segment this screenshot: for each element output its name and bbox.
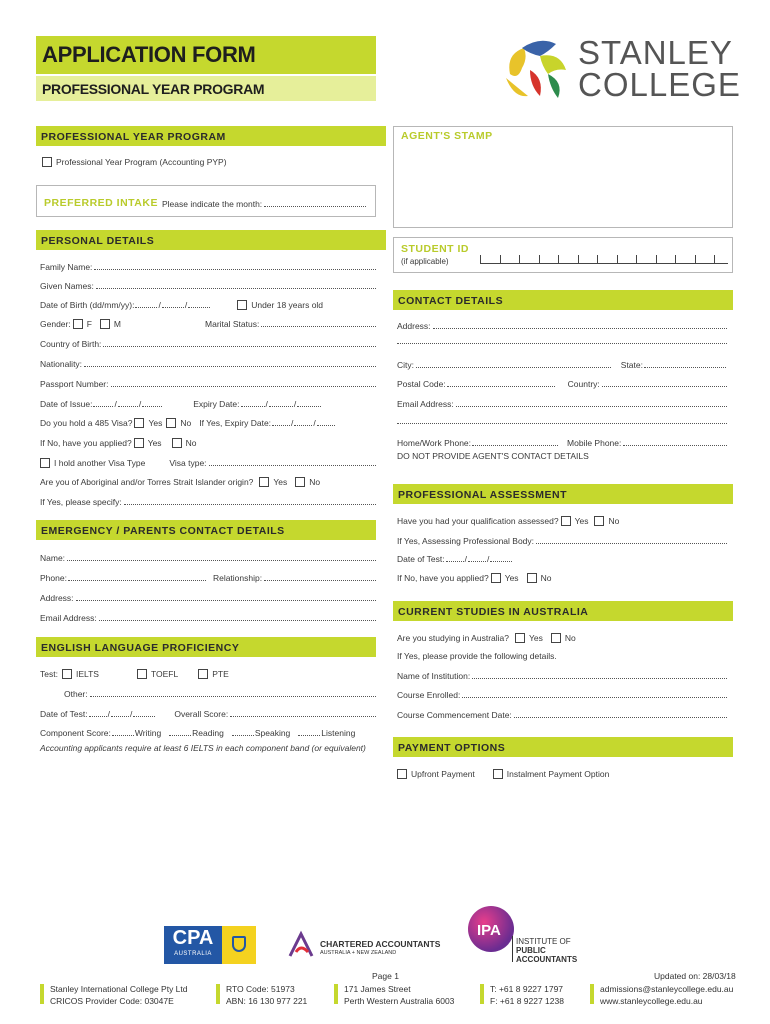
studies-no-label: No — [564, 633, 576, 643]
emergency-email-field[interactable] — [99, 620, 376, 621]
gender-m-label: M — [113, 319, 122, 329]
contact-address-field-2[interactable] — [397, 343, 727, 344]
issue-month-field[interactable] — [118, 406, 138, 407]
marital-label: Marital Status: — [205, 319, 260, 329]
student-id-digit-tick — [617, 255, 618, 264]
emergency-address-field[interactable] — [76, 600, 376, 601]
institution-label: Name of Institution: — [397, 671, 471, 681]
country-label: Country: — [567, 379, 600, 389]
student-id-digit-tick — [500, 255, 501, 264]
listening-field[interactable] — [298, 735, 320, 736]
student-id-digit-tick — [539, 255, 540, 264]
student-id-digit-tick — [675, 255, 676, 264]
studies-no-checkbox[interactable] — [551, 633, 561, 643]
under18-label: Under 18 years old — [251, 300, 324, 310]
ipa-divider — [512, 936, 513, 962]
given-names-field[interactable] — [96, 288, 376, 289]
gender-f-checkbox[interactable] — [73, 319, 83, 329]
date-issue-label: Date of Issue: — [40, 399, 93, 409]
reading-field[interactable] — [169, 735, 191, 736]
footer-bar-3 — [334, 984, 338, 1004]
passport-row — [40, 376, 376, 389]
issue-year-field[interactable] — [142, 406, 162, 407]
program-heading: PROFESSIONAL YEAR PROGRAM — [36, 126, 386, 146]
mobile-field[interactable] — [623, 445, 727, 446]
state-field[interactable] — [644, 367, 726, 368]
writing-field[interactable] — [112, 735, 134, 736]
english-month-field[interactable] — [111, 716, 129, 717]
english-date-label: Date of Test: — [40, 709, 88, 719]
passport-field[interactable] — [111, 386, 377, 387]
given-names-label: Given Names: — [40, 281, 94, 291]
mobile-label: Mobile Phone: — [567, 438, 622, 448]
speaking-field[interactable] — [232, 735, 254, 736]
aboriginal-label: Are you of Aboriginal and/or Torres Strait Islander origin? — [40, 477, 254, 487]
assessment-applied-no-label: No — [540, 573, 552, 583]
relationship-label: Relationship: — [212, 573, 263, 583]
instalment-label: Instalment Payment Option — [506, 769, 610, 779]
english-test-label: Test: — [40, 669, 58, 679]
nationality-field[interactable] — [84, 366, 376, 367]
course-label: Course Enrolled: — [397, 690, 461, 700]
dob-row: Date of Birth (dd/mm/yy): / / Under 18 years old — [40, 300, 324, 310]
marital-field[interactable] — [261, 326, 376, 327]
footer-email[interactable]: admissions@stanleycollege.edu.au — [600, 984, 734, 994]
course-field[interactable] — [462, 697, 727, 698]
specify-label: If Yes, please specify: — [40, 497, 122, 507]
issue-row: Date of Issue: / / Expiry Date: / / — [40, 396, 376, 409]
other-visa-label: I hold another Visa Type — [54, 458, 146, 468]
studies-yes-label: Yes — [528, 633, 543, 643]
contact-email-field-2[interactable] — [397, 423, 727, 424]
footer-bar-2 — [216, 984, 220, 1004]
assessment-yes-label: Yes — [574, 516, 589, 526]
assessment-yes-checkbox[interactable] — [561, 516, 571, 526]
issue-day-field[interactable] — [93, 406, 113, 407]
assessment-date-label: Date of Test: — [397, 554, 445, 564]
contact-address-field[interactable] — [433, 328, 727, 329]
relationship-field[interactable] — [264, 580, 376, 581]
student-id-digit-tick — [558, 255, 559, 264]
country-birth-field[interactable] — [103, 346, 376, 347]
writing-label: Writing — [134, 728, 162, 738]
contact-email-field[interactable] — [456, 406, 727, 407]
form-subtitle: PROFESSIONAL YEAR PROGRAM — [42, 81, 265, 97]
student-id-heading: STUDENT ID — [401, 243, 469, 255]
dob-day-field[interactable] — [135, 307, 157, 308]
country-field[interactable] — [602, 386, 727, 387]
footer-college: Stanley International College Pty Ltd — [50, 984, 188, 994]
assessment-applied-no-checkbox[interactable] — [527, 573, 537, 583]
footer-bar-5 — [590, 984, 594, 1004]
emergency-address-row — [40, 590, 376, 603]
instalment-checkbox[interactable] — [493, 769, 503, 779]
emergency-name-field[interactable] — [67, 560, 376, 561]
family-name-row — [40, 259, 376, 272]
cpa-crest-icon — [222, 926, 256, 964]
visa-applied-no-checkbox[interactable] — [172, 438, 182, 448]
intake-month-field[interactable] — [264, 206, 366, 207]
emergency-email-row — [40, 610, 376, 623]
commencement-label: Course Commencement Date: — [397, 710, 512, 720]
footer-abn: ABN: 16 130 977 221 — [226, 996, 308, 1006]
footer-bar-1 — [40, 984, 44, 1004]
visa485-yes-label: Yes — [148, 418, 163, 428]
emergency-email-label: Email Address: — [40, 613, 97, 623]
ielts-label: IELTS — [75, 669, 99, 679]
assessment-applied-yes-label: Yes — [504, 573, 519, 583]
component-label: Component Score: — [40, 728, 111, 738]
emergency-address-label: Address: — [40, 593, 74, 603]
assessment-body-field[interactable] — [536, 543, 727, 544]
footer-rto: RTO Code: 51973 — [226, 984, 295, 994]
ipa-logo-text: IPA — [477, 922, 501, 939]
student-id-digit-tick — [578, 255, 579, 264]
student-id-digit-tick — [519, 255, 520, 264]
upfront-label: Upfront Payment — [411, 769, 475, 779]
commencement-row — [397, 707, 727, 720]
expiry-day-field[interactable] — [241, 406, 265, 407]
student-id-field[interactable] — [480, 251, 728, 265]
agent-stamp-heading: AGENT'S STAMP — [401, 130, 493, 142]
assessment-date-row: Date of Test: / / — [397, 551, 727, 564]
assessment-question-label: Have you had your qualification assessed? — [397, 516, 559, 526]
component-row — [40, 725, 376, 738]
gender-f-label: F — [86, 319, 92, 329]
english-other-row — [64, 686, 376, 699]
visa485-no-label: No — [180, 418, 192, 428]
footer-fax: F: +61 8 9227 1238 — [490, 996, 564, 1006]
payment-row — [395, 766, 725, 779]
footer-city: Perth Western Australia 6003 — [344, 996, 455, 1006]
chartered-accountants-logo-icon — [286, 930, 316, 960]
updated-date: Updated on: 28/03/18 — [654, 971, 736, 981]
english-note: Accounting applicants require at least 6 IELTS in each component band (or equivalent) — [40, 743, 366, 753]
student-id-digit-tick — [636, 255, 637, 264]
gender-m-checkbox[interactable] — [100, 319, 110, 329]
gender-row — [40, 316, 376, 329]
visa-applied-no-label: No — [185, 438, 197, 448]
visa-applied-yes-label: Yes — [147, 438, 162, 448]
form-title: APPLICATION FORM — [42, 42, 256, 67]
studies-yes-checkbox[interactable] — [515, 633, 525, 643]
visa485-label: Do you hold a 485 Visa? — [40, 418, 133, 428]
postal-row — [397, 376, 727, 389]
institution-field[interactable] — [472, 678, 727, 679]
expiry-label: Expiry Date: — [193, 399, 240, 409]
given-names-row — [40, 278, 376, 291]
ipa-line-1: INSTITUTE OF — [516, 937, 571, 946]
postal-label: Postal Code: — [397, 379, 446, 389]
ipa-line-2: PUBLIC — [516, 946, 546, 955]
student-id-digit-tick — [714, 255, 715, 264]
footer-street: 171 James Street — [344, 984, 411, 994]
cpa-logo-text: CPA — [172, 927, 214, 949]
pte-label: PTE — [212, 669, 229, 679]
speaking-label: Speaking — [254, 728, 291, 738]
contact-address-row — [397, 318, 727, 331]
passport-label: Passport Number: — [40, 379, 109, 389]
english-other-label: Other: — [64, 689, 88, 699]
country-birth-label: Country of Birth: — [40, 339, 102, 349]
under18-checkbox[interactable] — [237, 300, 247, 310]
family-name-field[interactable] — [94, 269, 376, 270]
nationality-row — [40, 356, 376, 369]
contact-address-label: Address: — [397, 321, 431, 331]
emergency-name-row — [40, 550, 376, 563]
visa-expiry-day[interactable] — [272, 425, 290, 426]
commencement-field[interactable] — [514, 717, 727, 718]
studies-heading: CURRENT STUDIES IN AUSTRALIA — [393, 601, 733, 621]
page-number: Page 1 — [372, 971, 399, 981]
dob-label: Date of Birth (dd/mm/yy): — [40, 300, 135, 310]
contact-email-label: Email Address: — [397, 399, 454, 409]
program-option-label: Professional Year Program (Accounting PYP) — [56, 157, 227, 167]
assessment-applied-row — [397, 570, 727, 583]
toefl-checkbox[interactable] — [137, 669, 147, 679]
aboriginal-no-label: No — [309, 477, 321, 487]
listening-label: Listening — [321, 728, 356, 738]
expiry-year-field[interactable] — [297, 406, 321, 407]
student-id-digit-tick — [597, 255, 598, 264]
assessment-month-field[interactable] — [468, 561, 486, 562]
dob-month-field[interactable] — [162, 307, 184, 308]
visa-type-field[interactable] — [209, 465, 376, 466]
institution-row — [397, 668, 727, 681]
reading-label: Reading — [192, 728, 224, 738]
emergency-heading: EMERGENCY / PARENTS CONTACT DETAILS — [36, 520, 376, 540]
ielts-checkbox[interactable] — [62, 669, 72, 679]
assessment-body-label: If Yes, Assessing Professional Body: — [397, 536, 535, 546]
assessment-day-field[interactable] — [446, 561, 464, 562]
ca-line-2: AUSTRALIA + NEW ZEALAND — [320, 950, 397, 956]
city-field[interactable] — [416, 367, 611, 368]
gender-label: Gender: — [40, 319, 71, 329]
student-id-digit-tick — [695, 255, 696, 264]
english-year-field[interactable] — [133, 716, 155, 717]
english-other-field[interactable] — [90, 696, 376, 697]
overall-score-field[interactable] — [230, 716, 376, 717]
emergency-phone-field[interactable] — [68, 580, 206, 581]
ipa-line-3: ACCOUNTANTS — [516, 955, 578, 964]
studies-question-row — [397, 630, 727, 643]
student-id-digit-tick — [480, 255, 481, 264]
emergency-name-label: Name: — [40, 553, 66, 563]
pte-checkbox[interactable] — [198, 669, 208, 679]
student-id-digit-tick — [656, 255, 657, 264]
visa485-no-checkbox[interactable] — [166, 418, 176, 428]
toefl-label: TOEFL — [150, 669, 179, 679]
logo-line-1: STANLEY — [578, 34, 733, 71]
assessment-no-checkbox[interactable] — [594, 516, 604, 526]
state-label: State: — [620, 360, 643, 370]
specify-row — [40, 494, 376, 507]
expiry-month-field[interactable] — [269, 406, 293, 407]
overall-score-label: Overall Score: — [174, 709, 229, 719]
aboriginal-yes-label: Yes — [273, 477, 288, 487]
phone-row — [397, 435, 727, 448]
student-id-note: (if applicable) — [401, 257, 449, 266]
city-row — [397, 357, 727, 370]
english-day-field[interactable] — [89, 716, 107, 717]
cpa-logo-sub: AUSTRALIA — [174, 951, 212, 957]
dob-year-field[interactable] — [188, 307, 210, 308]
personal-heading: PERSONAL DETAILS — [36, 230, 386, 250]
studies-question-label: Are you studying in Australia? — [397, 633, 509, 643]
aboriginal-no-checkbox[interactable] — [295, 477, 305, 487]
footer-web[interactable]: www.stanleycollege.edu.au — [600, 996, 703, 1006]
ca-line-1: CHARTERED ACCOUNTANTS — [320, 939, 441, 949]
assessment-no-label: No — [608, 516, 620, 526]
logo-line-2: COLLEGE — [578, 66, 741, 103]
contact-heading: CONTACT DETAILS — [393, 290, 733, 310]
program-checkbox[interactable] — [42, 157, 52, 167]
nationality-label: Nationality: — [40, 359, 83, 369]
city-label: City: — [397, 360, 414, 370]
emergency-phone-label: Phone: — [40, 573, 67, 583]
visa485-row: Do you hold a 485 Visa? Yes No If Yes, Expiry Date: / / — [40, 415, 376, 428]
home-phone-field[interactable] — [472, 445, 558, 446]
upfront-checkbox[interactable] — [397, 769, 407, 779]
visa-applied-yes-checkbox[interactable] — [134, 438, 144, 448]
program-option — [40, 154, 227, 167]
contact-email-row — [397, 396, 727, 409]
home-phone-label: Home/Work Phone: — [397, 438, 472, 448]
cpa-logo — [164, 926, 222, 964]
stanley-college-logo-icon — [500, 34, 580, 104]
contact-note: DO NOT PROVIDE AGENT'S CONTACT DETAILS — [397, 451, 589, 461]
other-visa-checkbox[interactable] — [40, 458, 50, 468]
intake-row — [44, 196, 366, 209]
intake-heading: PREFERRED INTAKE — [44, 197, 158, 209]
country-birth-row — [40, 336, 376, 349]
family-name-label: Family Name: — [40, 262, 93, 272]
visa485-yes-checkbox[interactable] — [134, 418, 144, 428]
payment-heading: PAYMENT OPTIONS — [393, 737, 733, 757]
visa-type-label: Visa type: — [169, 458, 207, 468]
visa-applied-label: If No, have you applied? — [40, 438, 132, 448]
english-heading: ENGLISH LANGUAGE PROFICIENCY — [36, 637, 376, 657]
intake-label: Please indicate the month: — [161, 199, 263, 209]
emergency-phone-row — [40, 570, 376, 583]
course-row — [397, 687, 727, 700]
visa-applied-row — [40, 435, 376, 448]
assessment-body-row — [397, 533, 727, 546]
assessment-heading: PROFESSIONAL ASSESSMENT — [393, 484, 733, 504]
other-visa-row — [38, 455, 376, 468]
aboriginal-yes-checkbox[interactable] — [259, 477, 269, 487]
visa-expiry-label: If Yes, Expiry Date: — [199, 418, 272, 428]
footer-bar-4 — [480, 984, 484, 1004]
english-date-row: Date of Test: / / Overall Score: — [40, 706, 376, 719]
assessment-applied-yes-checkbox[interactable] — [491, 573, 501, 583]
visa-expiry-month[interactable] — [294, 425, 312, 426]
specify-field[interactable] — [124, 504, 376, 505]
postal-field[interactable] — [447, 386, 555, 387]
assessment-question-row — [397, 513, 727, 526]
aboriginal-row — [40, 474, 376, 487]
assessment-applied-label: If No, have you applied? — [397, 573, 489, 583]
visa-expiry-year[interactable] — [317, 425, 335, 426]
footer-tel: T: +61 8 9227 1797 — [490, 984, 564, 994]
footer-cricos: CRICOS Provider Code: 03047E — [50, 996, 174, 1006]
studies-provide: If Yes, please provide the following details. — [397, 651, 557, 661]
assessment-year-field[interactable] — [490, 561, 512, 562]
english-test-row — [40, 666, 376, 679]
